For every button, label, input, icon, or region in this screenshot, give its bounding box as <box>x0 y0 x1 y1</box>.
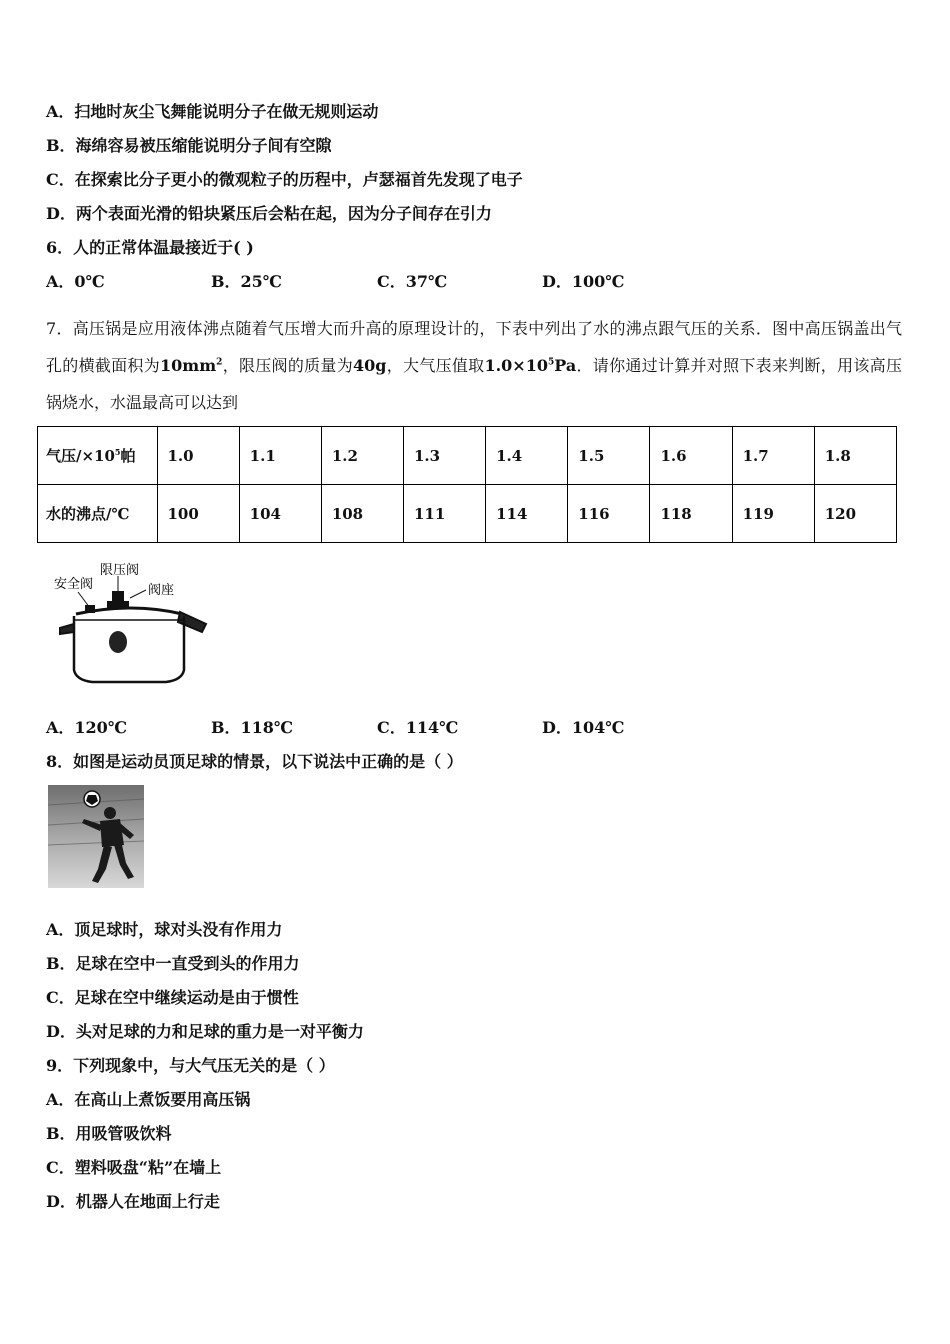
q6-option-c: C．37℃ <box>377 272 448 291</box>
q7-pressure-exp: 5 <box>547 357 555 368</box>
q6-option-a: A．0℃ <box>46 272 105 291</box>
table-cell: 114 <box>486 485 568 543</box>
table-row-label-boiling: 水的沸点/℃ <box>38 485 158 543</box>
q6-stem: 6．人的正常体温最接近于( ) <box>46 238 254 257</box>
table-cell: 1.6 <box>650 427 732 485</box>
q8-option-a: A．顶足球时，球对头没有作用力 <box>46 920 283 939</box>
q6-option-d: D．100℃ <box>542 272 625 291</box>
table-cell: 1.7 <box>732 427 814 485</box>
q8-option-b: B．足球在空中一直受到头的作用力 <box>46 954 300 973</box>
table-cell: 111 <box>403 485 485 543</box>
q7-option-b: B．118℃ <box>211 718 294 737</box>
table-row-boiling <box>38 485 897 543</box>
table-row-pressure <box>38 427 897 485</box>
q7-area-value: 10mm <box>160 356 217 375</box>
q9-stem: 9．下列现象中，与大气压无关的是（ ） <box>46 1056 335 1075</box>
q8-option-c: C．足球在空中继续运动是由于惯性 <box>46 988 299 1007</box>
label-pressure-limit-valve: 限压阀 <box>100 563 140 578</box>
q8-stem: 8．如图是运动员顶足球的情景，以下说法中正确的是（ ） <box>46 752 463 771</box>
q7-mass-value: 40g <box>353 356 387 375</box>
table-row-label-pressure: 气压$/\times 10^5$帕 <box>38 427 158 485</box>
label-valve-seat: 阀座 <box>148 583 175 598</box>
table-cell: 1.5 <box>568 427 650 485</box>
table-cell: 1.3 <box>403 427 485 485</box>
q7-options <box>46 718 746 738</box>
q8-option-d: D．头对足球的力和足球的重力是一对平衡力 <box>46 1022 364 1041</box>
soccer-header-figure <box>48 785 144 888</box>
table-cell: 104 <box>239 485 321 543</box>
q7-option-d: D．104℃ <box>542 718 625 737</box>
q9-option-c: C．塑料吸盘“粘”在墙上 <box>46 1158 222 1177</box>
q7-stem-part3: ，大气压值取 <box>386 356 485 375</box>
q6-options <box>46 272 746 292</box>
q6-option-b: B．25℃ <box>211 272 282 291</box>
q5-option-b: B．海绵容易被压缩能说明分子间有空隙 <box>46 136 332 155</box>
q7-stem-part4: ．请你通过计算并对照下表来判断，用该高压锅烧水，水温最高可以达到 <box>46 356 902 412</box>
q9-option-b: B．用吸管吸饮料 <box>46 1124 172 1143</box>
q7-stem-part2: ，限压阀的质量为 <box>222 356 353 375</box>
q9-option-a: A．在高山上煮饭要用高压锅 <box>46 1090 251 1109</box>
pressure-cooker-figure <box>52 558 214 688</box>
q5-option-d: D．两个表面光滑的铅块紧压后会粘在起，因为分子间存在引力 <box>46 204 492 223</box>
table-cell: 1.4 <box>486 427 568 485</box>
q5-option-c: C．在探索比分子更小的微观粒子的历程中，卢瑟福首先发现了电子 <box>46 170 523 189</box>
table-cell: 118 <box>650 485 732 543</box>
label-safety-valve: 安全阀 <box>54 577 94 592</box>
table-cell: 108 <box>321 485 403 543</box>
boiling-point-table <box>37 426 897 543</box>
table-cell: 1.0 <box>157 427 239 485</box>
table-cell: 1.1 <box>239 427 321 485</box>
table-cell: 120 <box>814 485 896 543</box>
q7-stem-part1: 7．高压锅是应用液体沸点随着气压增大而升高的原理设计的，下表中列出了水的沸点跟气压的关系．图中高压锅盖出气孔的横截面积为 <box>46 319 902 375</box>
q7-stem <box>46 310 902 421</box>
q7-option-c: C．114℃ <box>377 718 459 737</box>
q7-pressure-value: 1.0×10 <box>484 356 548 375</box>
table-cell: 1.2 <box>321 427 403 485</box>
table-cell: 119 <box>732 485 814 543</box>
q7-option-a: A．120℃ <box>46 718 127 737</box>
table-cell: 100 <box>157 485 239 543</box>
q9-option-d: D．机器人在地面上行走 <box>46 1192 220 1211</box>
table-cell: 1.8 <box>814 427 896 485</box>
q7-pressure-unit: Pa <box>554 356 577 375</box>
q7-area-exp: 2 <box>216 357 223 368</box>
table-cell: 116 <box>568 485 650 543</box>
q5-option-a: A．扫地时灰尘飞舞能说明分子在做无规则运动 <box>46 102 379 121</box>
